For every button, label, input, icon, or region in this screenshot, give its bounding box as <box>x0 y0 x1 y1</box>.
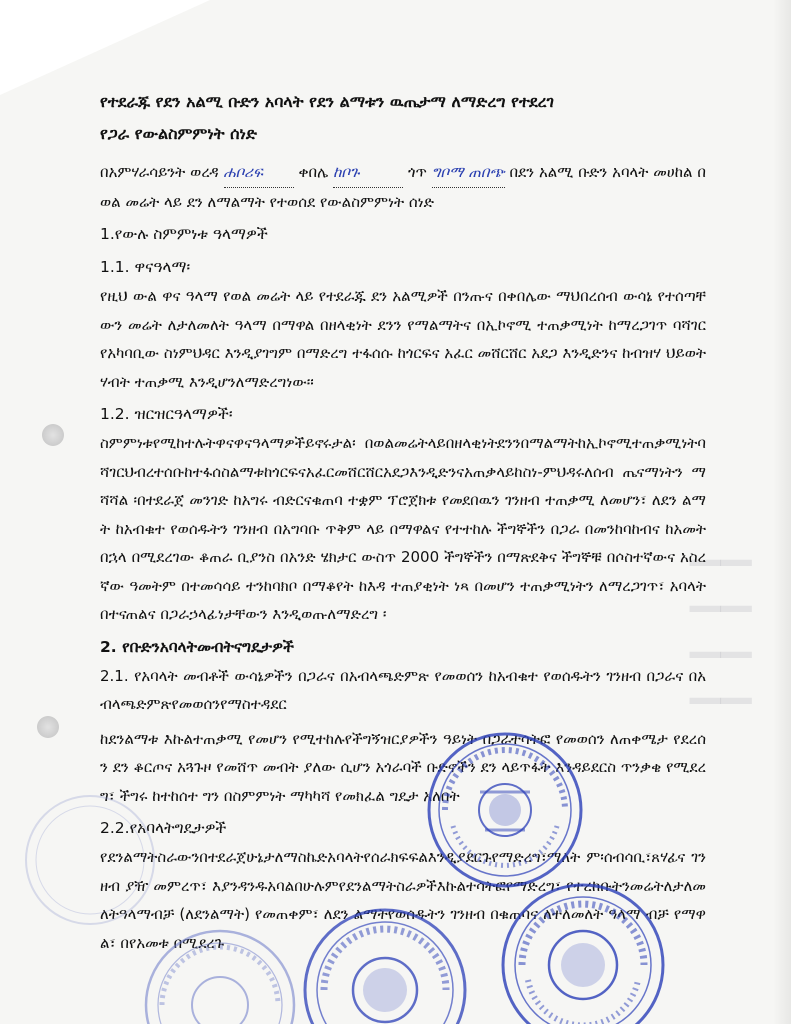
section-1-2-heading: 1.2. ዝርዝርዓላማዎች፡ <box>100 405 233 423</box>
punch-hole-upper <box>42 424 64 446</box>
document-title-line-2: የጋራ የውልስምምነት ሰነድ <box>100 124 257 143</box>
section-1-1-heading: 1.1. ዋናዓላማ፡ <box>100 258 191 276</box>
section-1-2-body: ስምምነቱየሚከተሉትዋናዋናዓላማዎችይኖሩታል፡ በወልመሬትላይበዘላቂነትደንንበማልማትከኢኮኖሚተጠቃሚነትባሻገርህብረተሰቡከተፋሰስልማቱከጎርፍናአፈርመሸርሸርአደጋእንዲድንናአጠቃላይከስነ-ምህዳሩለሰብ ጤናማነትን ማሻሻል ፡በተደራጀ መንገድ ከአግሩ ብድርናቁጠባ ተቋም ፕሮጀክቱ የመደበዉን ገንዘብ ተጠቃሚ ለመሆን፣ ለደን ልማት ከአብቁተ የወሰዱትን ገንዘብ በአግባቡ ጥቅም ላይ በማዋልና የተተከሉ ችግኞችን በጋራ በመንከባከብና ከአመት በኋላ በሚደረገው ቆጠራ ቢያንስ በአንድ ሄክታር ውስጥ 2000 ችግኞችን በማጽደቅና ችግኞቹ በሶስተኛውና አስረኛው ዓመትም በተመሳሳይ ተንከባክቦ በማቆየት ከእዳ ተጠያቂነት ነጻ በመሆን ተጠቃሚነትን ለማረጋገጥ፣ አባላትበተናጠልና በጋራኃላፊነታቸውን እንዲወጡለማድረግ ፡ <box>100 434 706 623</box>
section-2-1-heading: 2.1. የአባላት መብቶች ውሳኔዎችን በጋራና በአብላጫድምጽ የመወሰን ከአብቁተ የወሰዱትን ገንዘብ በጋራና በአብላጫድምጽየመወሰንየማስተዳደር <box>100 666 706 713</box>
intro-part-1: በአምሃራሳይንት ወረዳ <box>100 163 219 181</box>
official-stamp-bottom-center <box>300 905 470 1024</box>
section-1-1-body: የዚህ ውል ዋና ዓላማ የወል መሬት ላይ የተደራጁ ደን አልሚዎች በንጡና በቀበሌው ማህበረሰብ ውሳኔ የተሰጣቸውን መሬት ለታለመለት ዓላማ በማዋል በዘላቂነት ደንን የማልማትና በኢኮኖሚ ተጠቃሚነት ከማረጋገጥ ባሻገር የአካባቢው ስነምህዳር እንዲያገግም በማድረግ ተፋሰሱ ከጎርፍና አፈር መሸርሸር አደጋ እንዲድንና ከብዝሃ ህይወት ሃብት ተጠቃሚ እንዲሆንለማድረግነው፡፡ <box>100 287 706 391</box>
folded-corner <box>0 0 210 95</box>
punch-hole-lower <box>37 716 59 738</box>
intro-part-3: ጎጥ <box>408 163 427 181</box>
faded-stamp-left <box>20 790 160 930</box>
page-edge-shadow <box>773 0 791 1024</box>
section-1-heading: 1.የውሉ ስምምነቱ ዓላማዎች <box>100 225 268 243</box>
intro-part-4: በደን አልሚ ቡድን አባላት መሀከል በወል መሬት ላይ ደን ለማልማት የተወሰደ የውልስምምነት ሰነድ <box>100 163 706 211</box>
section-2-2-heading: 2.2.የአባላትግዴታዎች <box>100 819 227 837</box>
handwritten-got: ግቦማ ጠበጭ <box>432 158 505 188</box>
document-title-line-1: የተደራጁ የደን አልሚ ቡድን አባላት የደን ልማቱን ዉጤታማ ለማድረግ የተደረገ <box>100 92 554 111</box>
section-2-2-body: የደንልማትስራውንበተደራጀሁኔታለማስኬድአባላትየሰራክፍፍልእንዲያደርጉየማድረግ፣ማለት ም፡ሰብሳቢ፣ጸሃፊና ገንዘብ ያዥ መምረጥ፣ እያንዳንዱአባልበሁሉምየደንልማትስራዎችእኩልተሳትፎየማድረግ፣ የተረከቡትንመሬትለታለመለትዓላማብቻ (ለደንልማት) የመጠቀም፣ ለደን ልማትየወሰዱትን ገንዘብ በቁጠባና ለተለመለት ዓላማ ብቻ የማዋል፣ በየአመቱ በሚደረጉ <box>100 848 706 952</box>
handwritten-woreda: ሐቦሪፍ <box>224 158 294 188</box>
section-2-heading: 2. የቡድንአባላትመብትናግዴታዎች <box>100 637 294 656</box>
official-stamp-bottom-right <box>498 880 668 1024</box>
document-body <box>100 86 706 957</box>
bleed-through-marks: ▁▁ ▁▁ ▁▁ ▁▁ <box>690 520 752 704</box>
official-stamp-center <box>425 730 585 890</box>
section-2-1-body: ከደንልማቱ እኩልተጠቃሚ የመሆን የሚተከሉየችግኝዝርያዎችን ዓይነት በጋራተሳትፎ የመወሰን ለጠቀሜታ የደረሰን ደን ቆርጦና አጓጉዞ የመሸጥ መብት ያለው ሲሆን አጎራባች ቡድኖችን ደን ላይጥፋት እንዳይደርስ ጥንቃቄ የሚደረግ፣ ችግሩ ከተከሰተ ግን በስምምነት ማካካሻ የመክፈል ግዴታ አለበት <box>100 729 706 805</box>
official-stamp-bottom-left <box>140 925 300 1024</box>
intro-part-2: ቀበሌ <box>298 163 329 181</box>
intro-paragraph <box>100 158 706 216</box>
handwritten-kebele: ከቦጉ <box>333 158 403 188</box>
